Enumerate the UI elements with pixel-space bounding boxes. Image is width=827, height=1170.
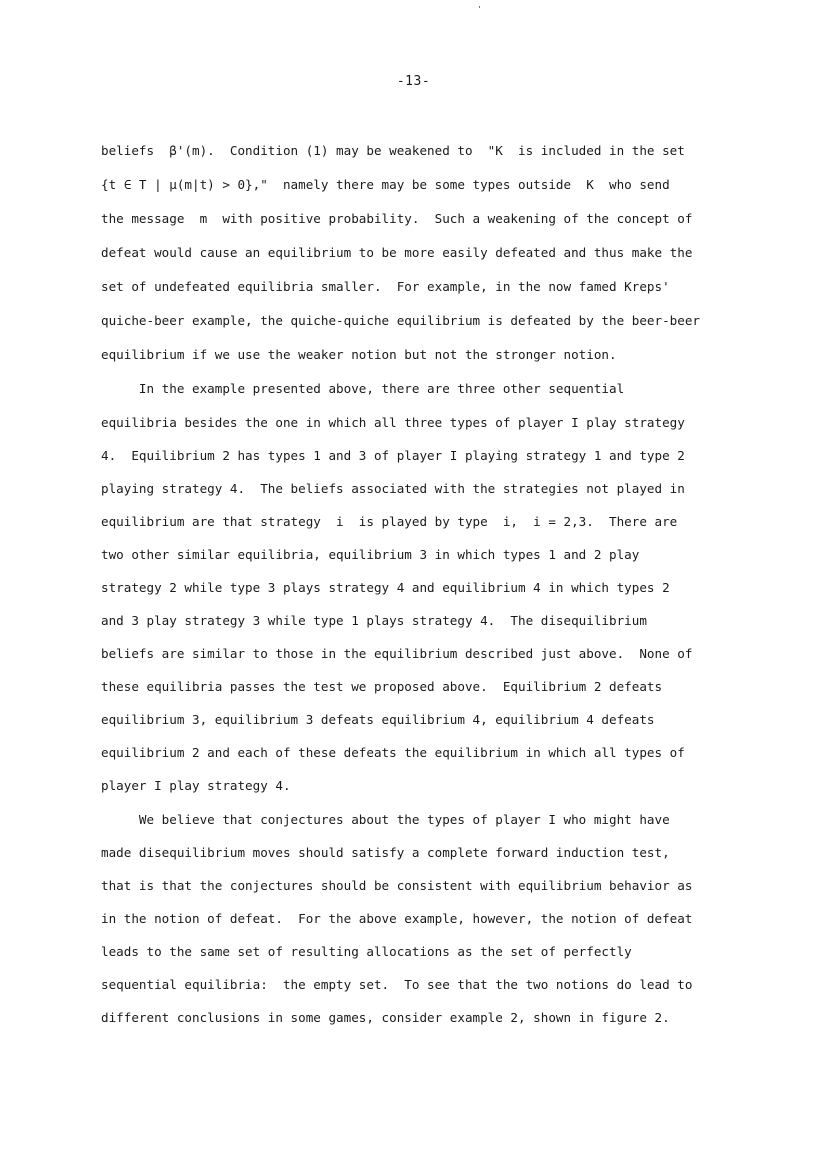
text-line: and 3 play strategy 3 while type 1 plays strategy 4. The disequilibrium [101, 613, 647, 628]
text-line: different conclusions in some games, consider example 2, shown in figure 2. [101, 1010, 670, 1025]
text-line: set of undefeated equilibria smaller. For example, in the now famed Kreps' [101, 279, 670, 294]
page-number: -13- [396, 74, 431, 89]
text-line: that is that the conjectures should be consistent with equilibrium behavior as [101, 878, 693, 893]
text-line: strategy 2 while type 3 plays strategy 4 and equilibrium 4 in which types 2 [101, 580, 670, 595]
scan-speck [479, 6, 480, 8]
text-line: equilibrium are that strategy i is played by type i, i = 2,3. There are [101, 514, 678, 529]
text-line: equilibrium if we use the weaker notion but not the stronger notion. [101, 347, 617, 362]
text-line: playing strategy 4. The beliefs associated with the strategies not played in [101, 481, 685, 496]
text-line: the message m with positive probability. Such a weakening of the concept of [101, 211, 693, 226]
text-line: leads to the same set of resulting allocations as the set of perfectly [101, 944, 632, 959]
text-line: player I play strategy 4. [101, 778, 291, 793]
text-line: quiche-beer example, the quiche-quiche equilibrium is defeated by the beer-beer [101, 313, 700, 328]
text-line: equilibria besides the one in which all three types of player I play strategy [101, 415, 685, 430]
text-line: equilibrium 3, equilibrium 3 defeats equilibrium 4, equilibrium 4 defeats [101, 712, 655, 727]
paragraph-start-line: We believe that conjectures about the types of player I who might have [101, 812, 670, 827]
text-line: these equilibria passes the test we proposed above. Equilibrium 2 defeats [101, 679, 663, 694]
text-line: defeat would cause an equilibrium to be more easily defeated and thus make the [101, 245, 693, 260]
text-line: sequential equilibria: the empty set. To see that the two notions do lead to [101, 977, 693, 992]
body-text [101, 139, 771, 1039]
text-line: made disequilibrium moves should satisfy a complete forward induction test, [101, 845, 670, 860]
text-line: equilibrium 2 and each of these defeats the equilibrium in which all types of [101, 745, 685, 760]
paragraph-start-line: In the example presented above, there are three other sequential [101, 381, 625, 396]
text-line: 4. Equilibrium 2 has types 1 and 3 of player I playing strategy 1 and type 2 [101, 448, 685, 463]
text-line: {t ∈ T | μ(m|t) > 0}," namely there may be some types outside K who send [101, 177, 670, 192]
text-line: in the notion of defeat. For the above example, however, the notion of defeat [101, 911, 693, 926]
text-line: beliefs β'(m). Condition (1) may be weakened to "K is included in the set [101, 143, 685, 158]
text-line: two other similar equilibria, equilibrium 3 in which types 1 and 2 play [101, 547, 640, 562]
text-line: beliefs are similar to those in the equilibrium described just above. None of [101, 646, 693, 661]
